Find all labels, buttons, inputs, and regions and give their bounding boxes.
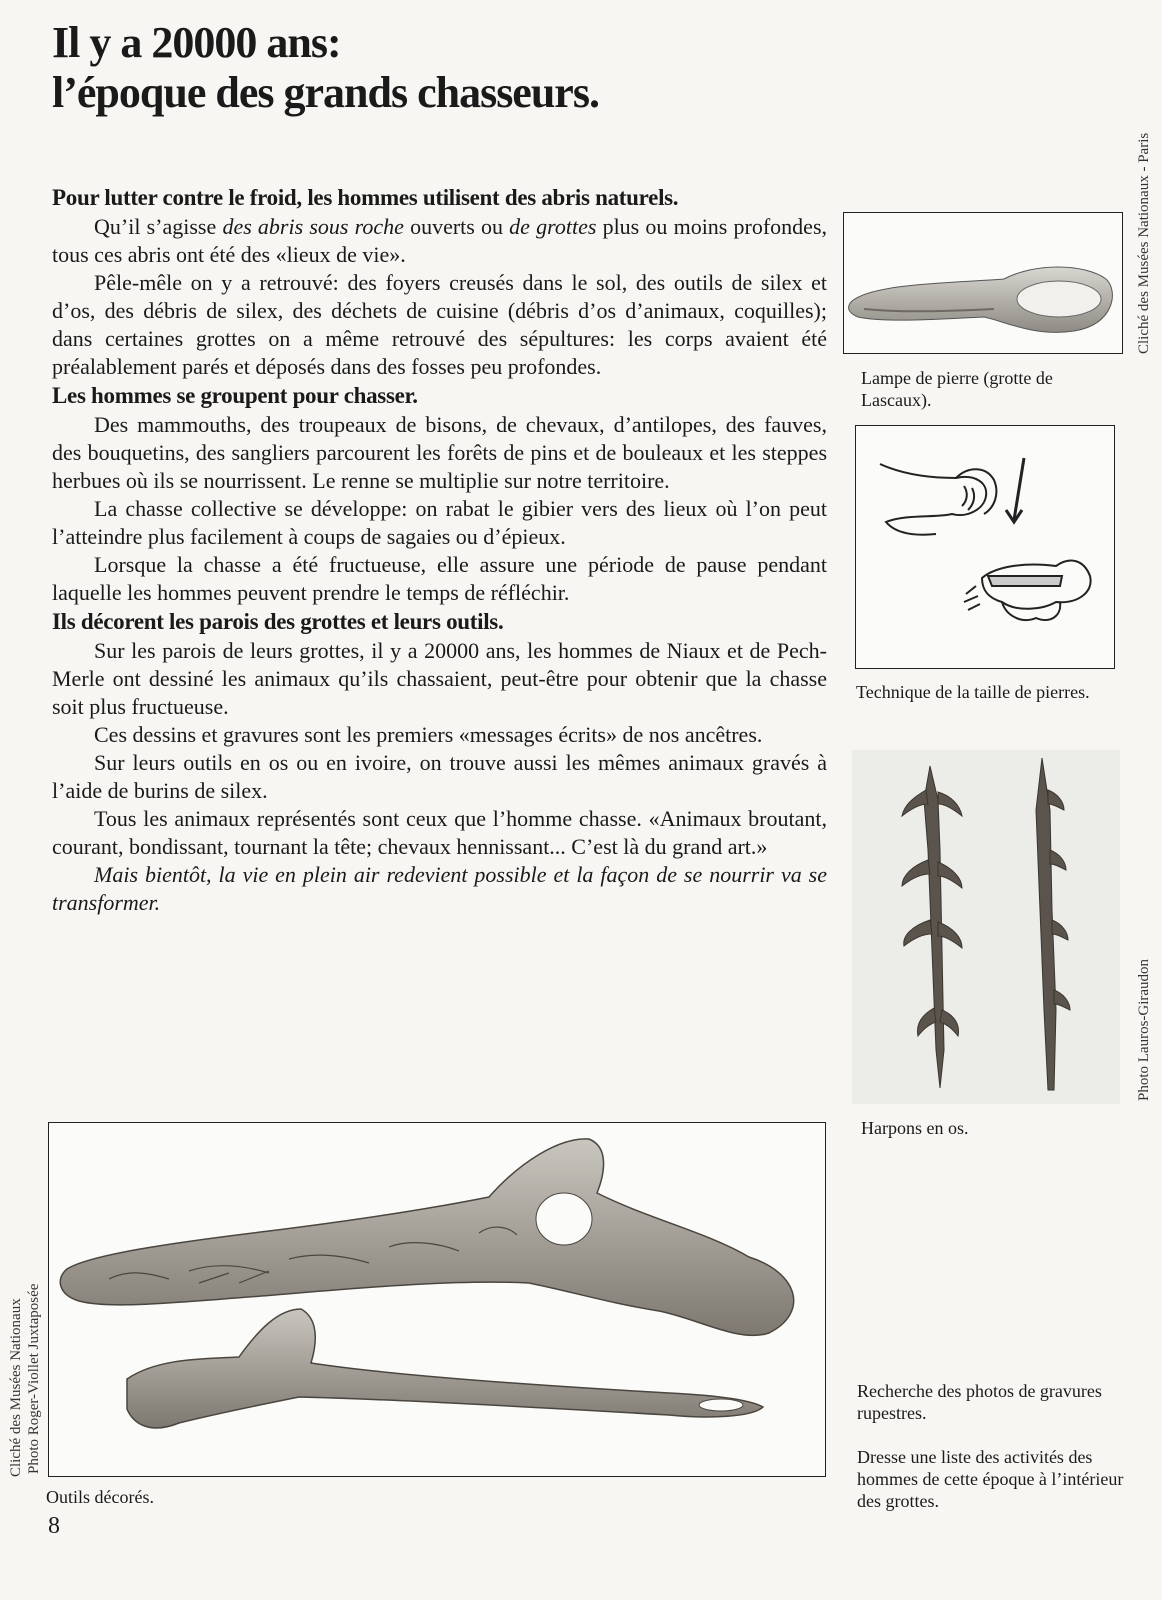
decorated-tools-figure [48,1122,826,1477]
section-heading-shelters: Pour lutter contre le froid, les hommes utilisent des abris naturels. [52,185,679,210]
stone-knapping-figure [855,425,1115,669]
stone-lamp-image [844,213,1121,352]
stone-knapping-drawing [856,426,1113,667]
credit-musees-paris: Cliché des Musées Nationaux - Paris [1136,132,1152,354]
page-number: 8 [48,1513,60,1539]
caption-lamp: Lampe de pierre (grotte de Lascaux). [861,368,1053,410]
paragraph-decoration-3: Sur leurs outils en os ou en ivoire, on trouve aussi les mêmes animaux gravés à l’aide de burins de silex. [52,750,827,803]
paragraph-shelters-2: Pêle-mêle on y a retrouvé: des foyers creusés dans le sol, des outils de silex et d’os, des débris de silex, des déchets de cuisine (débris d’os d’animaux, coquilles); dans certaines grottes on a même retrouvé des sépultures: les corps avaient été préalablement parés et déposés dans des fosses peu profondes. [52,270,827,379]
harpoons-photo [852,750,1120,1104]
section-heading-hunting: Les hommes se groupent pour chasser. [52,383,418,408]
credit-roger-viollet: Photo Roger-Viollet Juxtaposée [26,1283,42,1474]
paragraph-shelters-1: Qu’il s’agisse des abris sous roche ouverts ou de grottes plus ou moins profondes, tous ces abris ont été des «lieux de vie». [52,214,828,267]
activity-list-activities: Dresse une liste des activités des hommes de cette époque à l’intérieur des grottes. [857,1447,1124,1511]
paragraph-decoration-4: Tous les animaux représentés sont ceux que l’homme chasse. «Animaux broutant, courant, bondissant, tournant la tête; chevaux hennissant... C’est là du grand art.» [52,806,827,859]
paragraph-hunting-3: Lorsque la chasse a été fructueuse, elle assure une période de pause pendant laquelle les hommes peuvent prendre le temps de réfléchir. [52,552,827,605]
paragraph-hunting-1: Des mammouths, des troupeaux de bisons, de chevaux, d’antilopes, des fauves, des bouquetins, des sangliers parcourent les forêts de pins et de bouleaux et les steppes herbues où ils se nourrissent. Le renne se multiplie sur notre territoire. [52,412,827,493]
page-title [52,18,599,118]
stone-lamp-figure [843,212,1123,354]
title-line-1: Il y a 20000 ans: [52,18,341,67]
harpoons-image [852,750,1120,1104]
section-heading-decoration: Ils décorent les parois des grottes et leurs outils. [52,609,504,634]
paragraph-decoration-2: Ces dessins et gravures sont les premiers «messages écrits» de nos ancêtres. [94,722,763,747]
paragraph-hunting-2: La chasse collective se développe: on rabat le gibier vers des lieux où l’on peut l’atteindre plus facilement à coups de sagaies ou d’épieux. [52,496,827,549]
activity-research-photos: Recherche des photos de gravures rupestres. [857,1381,1102,1423]
credit-musees-left: Cliché des Musées Nationaux [8,1298,24,1477]
paragraph-decoration-5: Mais bientôt, la vie en plein air redevient possible et la façon de se nourrir va se transformer. [52,862,827,915]
title-line-2: l’époque des grands chasseurs. [52,68,599,117]
caption-stone-knapping: Technique de la taille de pierres. [856,682,1090,702]
credit-lauros-giraudon: Photo Lauros-Giraudon [1136,958,1152,1101]
main-text [52,183,827,917]
decorated-tools-image [49,1123,824,1475]
caption-harpoons: Harpons en os. [861,1118,969,1138]
paragraph-decoration-1: Sur les parois de leurs grottes, il y a 20000 ans, les hommes de Niaux et de Pech-Merle ont dessiné les animaux qu’ils chassaient, peut-être pour obtenir que la chasse soit plus fructueuse. [52,638,827,719]
caption-decorated-tools: Outils décorés. [46,1487,154,1507]
